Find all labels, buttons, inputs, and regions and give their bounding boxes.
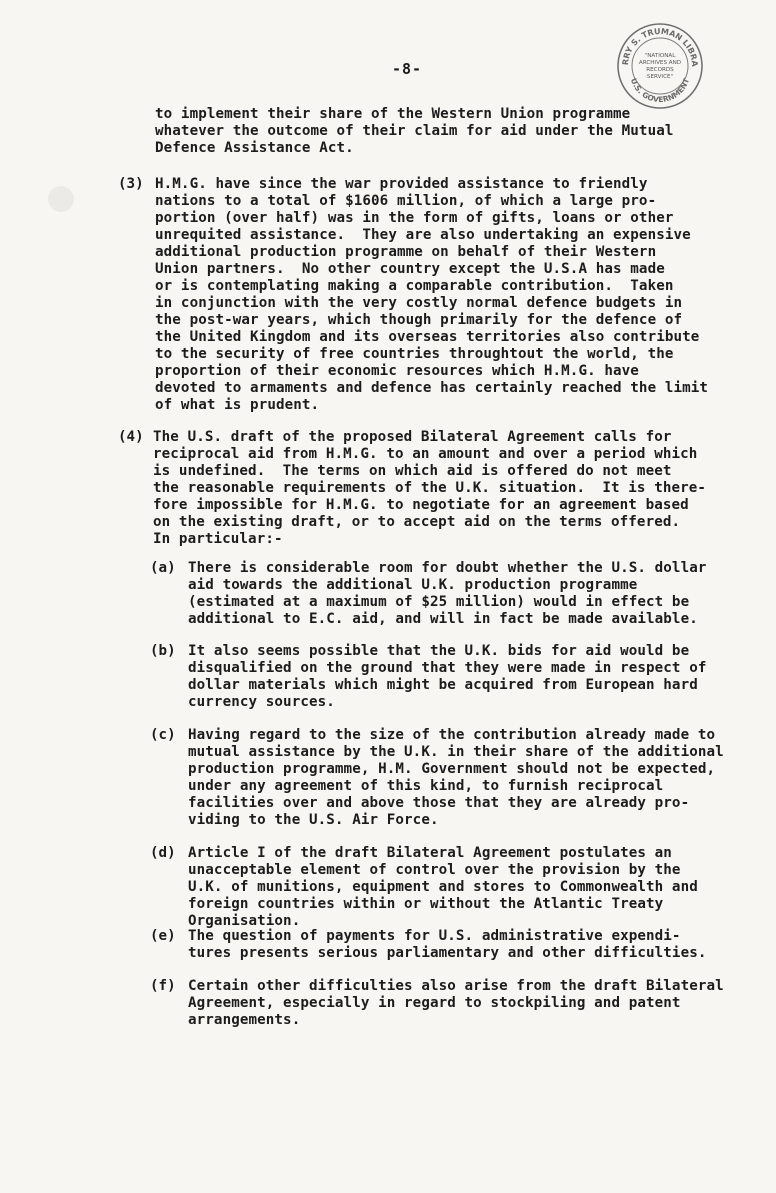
subparagraph-e-label: (e): [150, 928, 176, 944]
subparagraph-c-line: mutual assistance by the U.K. in their share of the additional: [188, 744, 724, 760]
paragraph-4-line: the reasonable requirements of the U.K. situation. It is there-: [153, 480, 707, 496]
subparagraph-a-line: additional to E.C. aid, and will in fact be made available.: [188, 611, 698, 627]
paragraph-3-line: nations to a total of $1606 million, of which a large pro-: [155, 193, 657, 209]
subparagraph-a-line: There is considerable room for doubt whether the U.S. dollar: [188, 560, 707, 576]
subparagraph-e-line: The question of payments for U.S. administrative expendi-: [188, 928, 681, 944]
paragraph-3-line: additional production programme on behalf of their Western: [155, 244, 657, 260]
subparagraph-a-line: (estimated at a maximum of $25 million) would in effect be: [188, 594, 690, 610]
subparagraph-b-line: disqualified on the ground that they were made in respect of: [188, 660, 707, 676]
subparagraph-e-line: tures presents serious parliamentary and other difficulties.: [188, 945, 707, 961]
paragraph-4-line: on the existing draft, or to accept aid on the terms offered.: [153, 514, 681, 530]
svg-text:"NATIONAL: "NATIONAL: [644, 53, 676, 59]
subparagraph-c-line: facilities over and above those that they are already pro-: [188, 795, 690, 811]
subparagraph-f-line: arrangements.: [188, 1012, 301, 1028]
subparagraph-b-line: dollar materials which might be acquired from European hard: [188, 677, 698, 693]
paragraph-3-line: devoted to armaments and defence has certainly reached the limit: [155, 380, 709, 396]
paragraph-4-label: (4): [118, 429, 144, 445]
paragraph-4-line: In particular:-: [153, 531, 283, 547]
paragraph-3-line: the post-war years, which though primarily for the defence of: [155, 312, 683, 328]
subparagraph-a-line: aid towards the additional U.K. production programme: [188, 577, 638, 593]
subparagraph-d-line: Article I of the draft Bilateral Agreement postulates an: [188, 845, 672, 861]
paragraph-3-line: to the security of free countries throughtout the world, the: [155, 346, 674, 362]
paragraph-3-line: of what is prudent.: [155, 397, 320, 413]
subparagraph-d-line: foreign countries within or without the Atlantic Treaty: [188, 896, 664, 912]
paragraph-3-line: in conjunction with the very costly normal defence budgets in: [155, 295, 683, 311]
subparagraph-f-line: Certain other difficulties also arise from the draft Bilateral: [188, 978, 724, 994]
subparagraph-c-line: production programme, H.M. Government should not be expected,: [188, 761, 716, 777]
subparagraph-d-line: U.K. of munitions, equipment and stores to Commonwealth and: [188, 879, 698, 895]
subparagraph-c-line: Having regard to the size of the contribution already made to: [188, 727, 716, 743]
paragraph-3-label: (3): [118, 176, 144, 192]
paragraph-3-line: H.M.G. have since the war provided assistance to friendly: [155, 176, 648, 192]
page-number: -8-: [392, 60, 423, 78]
svg-text:U.S. GOVERNMENT: U.S. GOVERNMENT: [628, 77, 692, 105]
intro-line: Defence Assistance Act.: [155, 140, 354, 156]
subparagraph-d-line: Organisation.: [188, 913, 301, 929]
svg-text:SERVICE": SERVICE": [646, 74, 674, 80]
paragraph-3-line: proportion of their economic resources which H.M.G. have: [155, 363, 639, 379]
subparagraph-f-line: Agreement, especially in regard to stockpiling and patent: [188, 995, 681, 1011]
paragraph-4-line: is undefined. The terms on which aid is offered do not meet: [153, 463, 672, 479]
subparagraph-c-line: under any agreement of this kind, to furnish reciprocal: [188, 778, 664, 794]
paragraph-4-line: reciprocal aid from H.M.G. to an amount and over a period which: [153, 446, 698, 462]
intro-line: to implement their share of the Western Union programme: [155, 106, 631, 122]
archive-stamp: [616, 22, 704, 110]
archive-stamp-seal: [616, 22, 704, 110]
paragraph-3-line: portion (over half) was in the form of gifts, loans or other: [155, 210, 674, 226]
subparagraph-c-line: viding to the U.S. Air Force.: [188, 812, 439, 828]
punch-hole-mark: [48, 186, 74, 212]
svg-text:RECORDS: RECORDS: [646, 67, 674, 73]
subparagraph-f-label: (f): [150, 978, 176, 994]
svg-text:HARRY S. TRUMAN LIBRARY: RRY S. TRUMAN LIBRA: [620, 26, 700, 67]
paragraph-3-line: the United Kingdom and its overseas territories also contribute: [155, 329, 700, 345]
subparagraph-a-label: (a): [150, 560, 176, 576]
subparagraph-b-line: currency sources.: [188, 694, 335, 710]
subparagraph-c-label: (c): [150, 727, 176, 743]
paragraph-4-line: fore impossible for H.M.G. to negotiate for an agreement based: [153, 497, 689, 513]
paragraph-4-line: The U.S. draft of the proposed Bilateral Agreement calls for: [153, 429, 672, 445]
subparagraph-b-label: (b): [150, 643, 176, 659]
paragraph-3-line: or is contemplating making a comparable contribution. Taken: [155, 278, 674, 294]
svg-text:ARCHIVES AND: ARCHIVES AND: [638, 60, 682, 66]
subparagraph-b-line: It also seems possible that the U.K. bids for aid would be: [188, 643, 690, 659]
subparagraph-d-line: unacceptable element of control over the provision by the: [188, 862, 681, 878]
intro-line: whatever the outcome of their claim for aid under the Mutual: [155, 123, 674, 139]
paragraph-3-line: Union partners. No other country except the U.S.A has made: [155, 261, 665, 277]
subparagraph-d-label: (d): [150, 845, 176, 861]
paragraph-3-line: unrequited assistance. They are also undertaking an expensive: [155, 227, 691, 243]
